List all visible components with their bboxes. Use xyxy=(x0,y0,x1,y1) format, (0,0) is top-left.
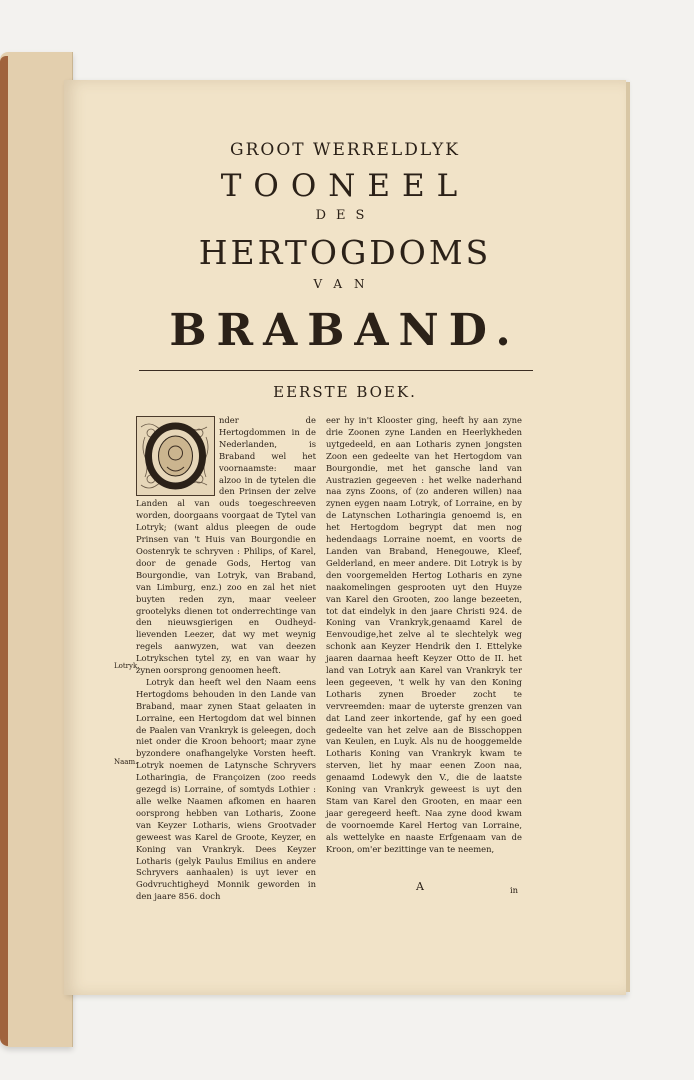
title-line-6: BRABAND. xyxy=(169,305,521,356)
paragraph: Lotryk dan heeft wel den Naam eens Hertogdoms behouden in den Lande van Braband, maar zynen Staat gelaaten in Lorraine, een Hertogdom dat wel binnen de Paalen van Vrankryk is geleegen, doch niet onder die Kroon behoort; maar zyne byzondere onafhangelyke Vorsten heeft. Lotryk noemen de Latynsche Schryvers Lotharingia, de Françoizen (zoo reeds gezegd is) Lorraine, of somtyds Lothier : alle welke Naamen afkomen en haaren oorsprong hebben van Lotharis, Zoone van Keyzer Lotharis, wiens Grootvader geweest was Karel de Groote, Keyzer, en Koning van Vrankryk. Dees Keyzer Lotharis (gelyk Paulus Emilius en andere Schryvers aanhaalen) is uyt iever en Godvruchtigheyd Monnik geworden in den jaare 856. doch xyxy=(136,676,316,902)
title-rule xyxy=(139,370,533,371)
page-stack-edge xyxy=(626,82,630,992)
title-line-1: GROOT WERRELDLYK xyxy=(230,140,460,160)
paragraph: nder de Hertogdommen in de Nederlanden, is Braband wel het voornaamste: maar alzoo in de tytelen die den Prinsen der zelve Landen al van ouds toegeschreeven worden, doorgaans voorgaat de Tytel van Lotryk; (want aldus pleegen de oude Prinsen van 't Huis van Bourgondie en Oostenryk te schryven : Philips, of Karel, door de genade Gods, Hertog van Bourgondie, van Lotryk, van Braband, van Limburg, enz.) zoo en zal het niet buyten reden zyn, maar veeleer grootelyks dienen tot onderrechtinge van den nieuwsgierigen en Oudheyd-lievenden Leezer, dat wy met weynig regels aanwyzen, wat van deezen Lotrykschen tytel zy, en van waar hy zynen oorsprong genoomen heeft. xyxy=(136,415,316,676)
book-page xyxy=(64,80,626,995)
cover-binding-edge xyxy=(0,56,8,1046)
title-line-2: TOONEEL xyxy=(220,168,470,204)
book-heading: EERSTE BOEK. xyxy=(273,383,417,401)
ornamental-initial-icon xyxy=(137,417,214,495)
title-line-3: DES xyxy=(315,208,375,223)
margin-note: Lotryk. xyxy=(114,662,140,670)
margin-note: Naam. xyxy=(114,758,138,766)
text-column-right xyxy=(326,415,522,856)
signature-mark: A xyxy=(416,880,424,893)
catchword: in xyxy=(510,885,519,895)
paragraph: eer hy in't Klooster ging, heeft hy aan zyne drie Zoonen zyne Landen en Heerlykheden uytgedeeld, en aan Lotharis zynen jongsten Zoon een gedeelte van het Hertogdom van Bourgondie, met het gansche land van Austrazien gegeeven : het welke naderhand naa zyns Zoons, of (zo anderen willen) naa zynen eygen naam Lotryk, of Lorraine, en by de Latynschen Lotharingia genoemd is, en het Hertogdom begrypt dat men nog hedendaags Lorraine noemt, en voorts de Landen van Braband, Henegouwe, Kleef, Gelderland, en meer andere. Dit Lotryk is by den voorgemelden Hertog Lotharis en zyne naakomelingen gesprooten uyt den Huyze van Karel den Grooten, zoo lange bezeeten, tot dat eindelyk in den jaare Christi 924. de Koning van Vrankryk,genaamd Karel de Eenvoudige,het zelve al te slechtelyk weg schonk aan Keyzer Hendrik den I. Ettelyke jaaren daarnaa heeft Keyzer Otto de II. het land van Lotryk aan Karel van Vrankryk ter leen gegeeven, 't welk hy van den Koning Lotharis zynen Broeder zocht te vervreemden: maar de uyterste grenzen van dat Land zeer inkortende, gaf hy een goed gedeelte van het zelve aan de Bisschoppen van Keulen, en Luyk. Als nu de hooggemelde Lotharis Koning van Vrankryk kwam te sterven, liet hy maar eenen Zoon naa, genaamd Lodewyk den V., die de laatste Koning van Vrankryk geweest is uyt den Stam van Karel den Grooten, en maar een jaar geregeerd heeft. Naa zyne dood kwam de voornoemde Karel Hertog van Lorraine, als wettelyke en naaste Erfgenaam van de Kroon, om'er bezittinge van te neemen, xyxy=(326,415,522,854)
ornamental-initial xyxy=(136,416,215,496)
text-column-left xyxy=(136,415,316,903)
book-cover xyxy=(0,52,73,1047)
title-line-5: VAN xyxy=(313,277,377,291)
title-line-4: HERTOGDOMS xyxy=(198,233,492,272)
